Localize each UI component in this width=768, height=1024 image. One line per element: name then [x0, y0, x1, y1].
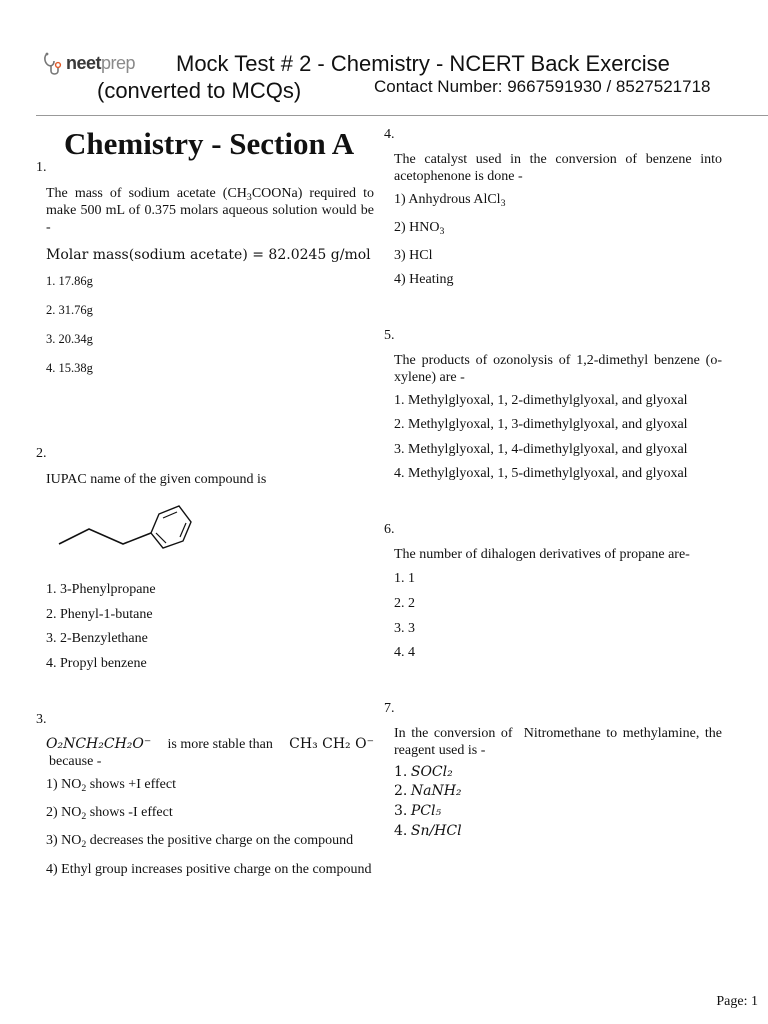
- question-7-option[interactable]: 3. PCl₅: [394, 803, 442, 819]
- question-5-text: The products of ozonolysis of 1,2-dimethyl benzene (o-xylene) are -: [394, 353, 722, 385]
- question-1-option[interactable]: 3. 20.34g: [46, 332, 93, 346]
- question-2-option[interactable]: 1. 3-Phenylpropane: [46, 582, 156, 597]
- question-number: 6.: [384, 522, 395, 537]
- question-2-text: IUPAC name of the given compound is: [46, 472, 267, 487]
- question-1-option[interactable]: 1. 17.86g: [46, 274, 93, 288]
- question-2-option[interactable]: 3. 2-Benzylethane: [46, 631, 148, 646]
- question-5-option[interactable]: 1. Methylglyoxal, 1, 2-dimethylglyoxal, and glyoxal: [394, 393, 688, 408]
- question-4-option[interactable]: 2) $HNO_3$: [394, 220, 445, 237]
- question-6-option[interactable]: 1. 1: [394, 571, 415, 586]
- question-5-option[interactable]: 4. Methylglyoxal, 1, 5-dimethylglyoxal, and glyoxal: [394, 466, 688, 481]
- section-title: Chemistry - Section A: [64, 126, 355, 161]
- question-4-option[interactable]: 3) HCl: [394, 248, 433, 263]
- question-2-option[interactable]: 2. Phenyl-1-butane: [46, 607, 153, 622]
- question-3-option[interactable]: 4) Ethyl group increases positive charge on the compound: [46, 862, 372, 877]
- question-4-text: The catalyst used in the conversion of benzene into acetophenone is done -: [394, 152, 722, 184]
- question-5-option[interactable]: 3. Methylglyoxal, 1, 4-dimethylglyoxal, and glyoxal: [394, 442, 688, 457]
- molar-mass-formula: Molar mass(sodium acetate) = 82.0245 g/mol: [46, 247, 371, 263]
- question-6-option[interactable]: 3. 3: [394, 621, 415, 636]
- question-6-text: The number of dihalogen derivatives of propane are-: [394, 547, 690, 562]
- question-number: 4.: [384, 127, 395, 142]
- question-3-option[interactable]: 1) $NO_2$ shows +I effect: [46, 777, 176, 794]
- test-subtitle: (converted to MCQs): [97, 78, 302, 103]
- question-6-option[interactable]: 4. 4: [394, 645, 415, 660]
- page-header: [0, 0, 768, 118]
- question-4-option[interactable]: 4) Heating: [394, 272, 454, 287]
- question-2-option[interactable]: 4. Propyl benzene: [46, 656, 147, 671]
- question-4-option[interactable]: 1) Anhydrous AlCl$_3$: [394, 192, 506, 209]
- question-number: 5.: [384, 328, 395, 343]
- stethoscope-icon: [42, 52, 66, 78]
- question-7-option[interactable]: 4. Sn/HCl: [394, 823, 462, 839]
- page-number: Page: 1: [716, 994, 758, 1009]
- question-1-option[interactable]: 4. 15.38g: [46, 361, 93, 375]
- question-1-option[interactable]: 2. 31.76g: [46, 303, 93, 317]
- question-number: 2.: [36, 446, 47, 461]
- header-divider: [36, 115, 768, 116]
- question-3-text: O₂NCH₂CH₂O⁻ is more stable than CH₃ CH₂ O⁻ because -: [46, 736, 374, 769]
- question-1-text: The mass of sodium acetate $(CH_3COONa)$ required to make 500 mL of 0.375 molars aqueous solution would be -: [46, 186, 375, 235]
- question-number: 7.: [384, 701, 395, 716]
- question-number: 3.: [36, 712, 47, 727]
- question-7-text: In the conversion of Nitromethane to methylamine, the reagent used is -: [394, 726, 726, 758]
- test-title: Mock Test # 2 - Chemistry - NCERT Back Exercise: [176, 51, 670, 76]
- question-3-option[interactable]: 2) $NO_2$ shows -I effect: [46, 805, 173, 822]
- neetprep-logo: [42, 52, 142, 80]
- logo-text: neetprep: [66, 53, 136, 73]
- propylbenzene-structure: [56, 502, 196, 552]
- question-number: 1.: [36, 160, 47, 175]
- question-7-option[interactable]: 2. NaNH₂: [394, 783, 462, 799]
- question-5-option[interactable]: 2. Methylglyoxal, 1, 3-dimethylglyoxal, and glyoxal: [394, 417, 688, 432]
- question-6-option[interactable]: 2. 2: [394, 596, 415, 611]
- question-3-option[interactable]: 3) $NO_2$ decreases the positive charge on the compound: [46, 833, 354, 850]
- contact-number: Contact Number: 9667591930 / 8527521718: [374, 77, 711, 96]
- question-7-option[interactable]: 1. SOCl₂: [394, 764, 453, 780]
